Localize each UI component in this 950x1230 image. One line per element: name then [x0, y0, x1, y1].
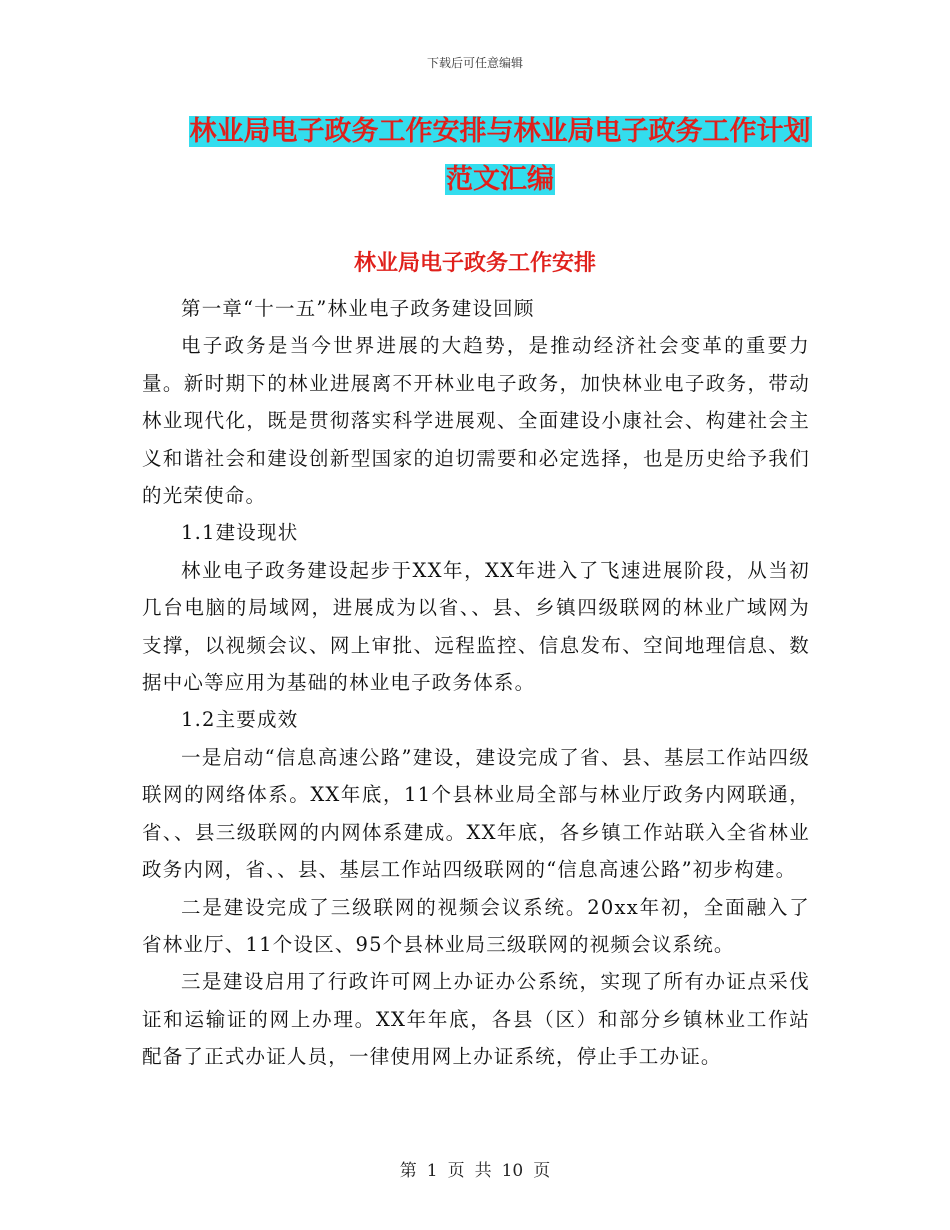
- section-title: 林业局电子政务工作安排: [353, 251, 596, 276]
- subsection-heading: 1.2主要成效: [181, 708, 299, 732]
- footer-mid2: 共: [474, 1161, 492, 1181]
- paragraph: 林业电子政务建设起步于XX年，XX年进入了飞速进展阶段，从当初几台电脑的局域网，进展成为以省、、县、乡镇四级联网的林业广域网为支撑，以视频会议、网上审批、远程监控、信息发布、空间地理信息、数据中心等应用为基础的林业电子政务体系。: [142, 558, 810, 695]
- document-title-line2: 范文汇编: [446, 164, 554, 195]
- document-title: [120, 108, 880, 204]
- paragraph: 电子政务是当今世界进展的大趋势，是推动经济社会变革的重要力量。新时期下的林业进展离不开林业电子政务，加快林业电子政务，带动林业现代化，既是贯彻落实科学进展观、全面建设小康社会、构建社会主义和谐社会和建设创新型国家的迫切需要和必定选择，也是历史给予我们的光荣使命。: [142, 334, 810, 508]
- subsection-heading: 1.1建设现状: [181, 521, 299, 545]
- document-title-line1: 林业局电子政务工作安排与林业局电子政务工作计划: [189, 116, 811, 147]
- footer-prefix: 第: [399, 1161, 417, 1181]
- footer-total-pages: 10: [501, 1161, 524, 1181]
- document-body: [142, 290, 810, 1076]
- paragraph: 三是建设启用了行政许可网上办证办公系统，实现了所有办证点采伐证和运输证的网上办理。XX年年底，各县（区）和部分乡镇林业工作站配备了正式办证人员，一律使用网上办证系统，停止手工办证。: [142, 970, 810, 1069]
- paragraph: 一是启动“信息高速公路”建设，建设完成了省、县、基层工作站四级联网的网络体系。XX年底，11个县林业局全部与林业厅政务内网联通，省、、县三级联网的内网体系建成。XX年底，各乡镇工作站联入全省林业政务内网，省、、县、基层工作站四级联网的“信息高速公路”初步构建。: [142, 745, 810, 882]
- chapter-heading: 第一章“十一五”林业电子政务建设回顾: [181, 297, 535, 320]
- footer-page-number: 1: [426, 1161, 438, 1181]
- footer-suffix: 页: [533, 1161, 551, 1181]
- header-note: 下载后可任意编辑: [426, 56, 523, 70]
- footer-mid1: 页: [447, 1161, 465, 1181]
- paragraph: 二是建设完成了三级联网的视频会议系统。20xx年初，全面融入了省林业厅、11个设区、95个县林业局三级联网的视频会议系统。: [142, 895, 810, 956]
- page-footer: [0, 1156, 950, 1181]
